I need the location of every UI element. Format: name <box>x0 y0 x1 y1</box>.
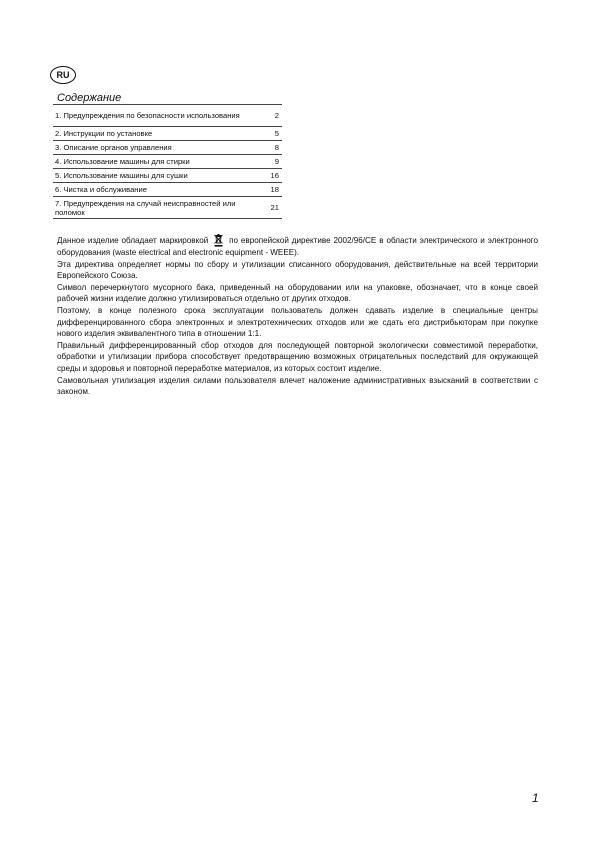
toc-item-label: 3. Описание органов управления <box>53 141 251 155</box>
paragraph <box>57 233 538 259</box>
table-of-contents <box>53 104 282 219</box>
toc-row[interactable] <box>53 169 282 183</box>
paragraph: Символ перечеркнутого мусорного бака, приведенный на оборудовании или на упаковке, обозначает, что в конце своей рабочей жизни изделие должно утилизироваться отдельно от других отходов. <box>57 282 538 304</box>
paragraph: Эта директива определяет нормы по сбору и утилизации списанного оборудования, действительные на всей территории Европейского Союза. <box>57 259 538 281</box>
page-number: 1 <box>532 791 539 805</box>
toc-item-page: 9 <box>251 155 282 169</box>
toc-row[interactable] <box>53 141 282 155</box>
language-badge-label: RU <box>56 70 70 80</box>
toc-item-label: 5. Использование машины для сушки <box>53 169 251 183</box>
toc-row[interactable] <box>53 155 282 169</box>
toc-row[interactable] <box>53 105 282 127</box>
paragraph-text: по европейской директиве 2002/96/CE в области электрического и электронного оборудования (waste electrical and electronic equipment - WEEE). <box>57 236 538 257</box>
toc-item-label: 6. Чистка и обслуживание <box>53 183 251 197</box>
paragraph: Самовольная утилизация изделия силами пользователя влечет наложение административных взысканий в соответствии с законом. <box>57 375 538 397</box>
toc-item-page: 18 <box>251 183 282 197</box>
toc-item-label: 4. Использование машины для стирки <box>53 155 251 169</box>
toc-row[interactable] <box>53 183 282 197</box>
language-badge <box>50 66 76 84</box>
paragraph: Правильный дифференцированный сбор отходов для последующей повторной экологически совместимой переработки, обработки и утилизации прибора способствует предотвращению возможных отрицательных последствий для окружающей среды и здоровья и повторной переработке материалов, из которых состоит изделие. <box>57 340 538 373</box>
toc-item-page: 5 <box>251 127 282 141</box>
toc-item-page: 21 <box>251 197 282 219</box>
paragraph-text: Данное изделие обладает маркировкой <box>57 236 209 245</box>
toc-title: Содержание <box>57 92 122 104</box>
weee-notice <box>57 233 538 398</box>
toc-item-label: 1. Предупреждения по безопасности использования <box>53 105 251 127</box>
toc-item-label: 7. Предупреждения на случай неисправностей или поломок <box>53 197 251 219</box>
toc-item-label: 2. Инструкции по установке <box>53 127 251 141</box>
paragraph: Поэтому, в конце полезного срока эксплуатации пользователь должен сдавать изделие в специальные центры дифференцированного сбора электронных и электротехнических отходов или же сдать его дистрибьюторам при покупке нового изделия эквивалентного типа в отношении 1:1. <box>57 305 538 339</box>
toc-row[interactable] <box>53 197 282 219</box>
toc-row[interactable] <box>53 127 282 141</box>
toc-item-page: 2 <box>251 105 282 127</box>
toc-item-page: 16 <box>251 169 282 183</box>
crossed-out-wheelie-bin-icon <box>213 233 224 247</box>
toc-item-page: 8 <box>251 141 282 155</box>
